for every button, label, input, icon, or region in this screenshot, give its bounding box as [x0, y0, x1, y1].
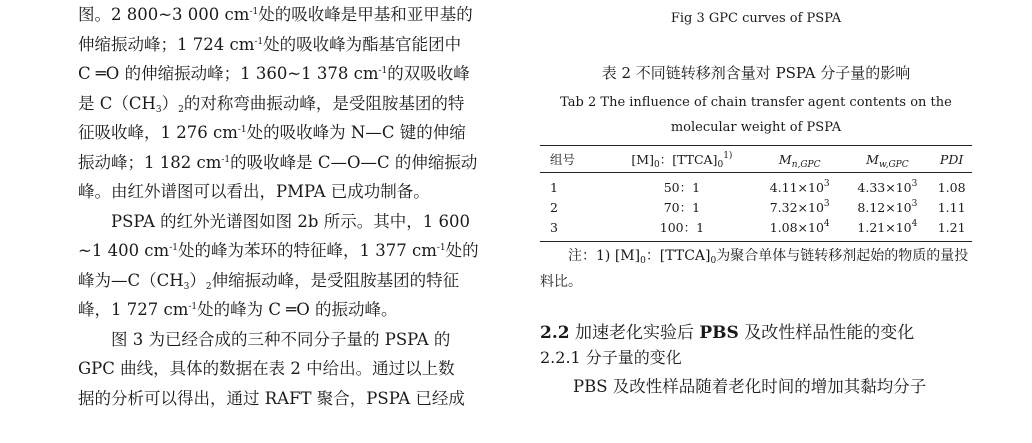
- subscript: 0: [653, 160, 660, 170]
- superscript: 4: [911, 218, 918, 229]
- text-span: 峰，1 727 cm: [78, 300, 189, 319]
- col-header-mn: [756, 146, 844, 173]
- col-header-group: 组号: [540, 146, 608, 173]
- text-span: 处的峰为 C ═O 的振动峰。: [197, 300, 398, 319]
- text-span: 图 3 为已经合成的三种不同分子量的 PSPA 的: [111, 329, 451, 349]
- superscript: -1: [378, 66, 388, 76]
- cell-group: 2: [550, 199, 558, 215]
- subscript: 0: [640, 256, 646, 266]
- cell-mw: [844, 173, 932, 198]
- superscript: 3: [911, 198, 918, 209]
- table-title-en: [540, 90, 972, 140]
- table-header-row: [540, 146, 972, 173]
- text-span: 处的峰为苯环的特征峰，1 377 cm: [177, 241, 437, 260]
- text-span: 图。2 800~3 000 cm: [78, 5, 250, 24]
- cell-group: 1: [550, 179, 558, 195]
- text-span: 4.11×10: [769, 179, 824, 195]
- left-column: [78, 0, 502, 413]
- superscript: -1: [436, 243, 446, 253]
- subscript: 3: [155, 104, 162, 115]
- cell-mn: [756, 217, 844, 242]
- paragraph-ir-pmpa: [78, 0, 502, 207]
- text-span: GPC 曲线，具体的数据在表 2 中给出。通过以上数: [78, 359, 455, 378]
- cell-group: 3: [540, 217, 608, 242]
- cell-pdi: 1.21: [931, 217, 972, 242]
- text-span: 征吸收峰，1 276 cm: [78, 123, 238, 142]
- superscript: -1: [221, 154, 231, 165]
- superscript: 1): [723, 151, 733, 161]
- subscript: w,GPC: [878, 159, 909, 170]
- superscript: 3: [823, 198, 830, 209]
- subscript: 2: [178, 104, 184, 115]
- cell-mw: [844, 197, 932, 217]
- text-span: 处的吸收峰是甲基和亚甲基的: [258, 5, 473, 24]
- table-note: [540, 243, 972, 295]
- text-span: ~1 400 cm: [78, 241, 170, 260]
- cell-pdi: 1.11: [937, 199, 966, 215]
- text-span: ）: [189, 270, 206, 290]
- text-span: 处的吸收峰为 N—C 键的伸缩: [246, 123, 466, 142]
- text-span: 处的吸收峰为酯基官能团中: [263, 34, 462, 54]
- text-span: 加速老化实验后: [569, 323, 700, 343]
- superscript: -1: [188, 302, 198, 312]
- cell-pdi: 1.08: [937, 179, 966, 195]
- cell-mn: [756, 197, 844, 217]
- molecular-weight-table: [540, 145, 972, 242]
- subscript: 0: [710, 256, 717, 266]
- text-span: ）: [161, 93, 179, 113]
- table-row: [540, 217, 972, 242]
- text-span: 4.33×10: [857, 179, 912, 195]
- subscript: n,GPC: [791, 159, 821, 170]
- text-span: Tab 2 The influence of chain transfer agent contents on the: [560, 95, 952, 110]
- superscript: -1: [249, 7, 259, 17]
- superscript: 4: [823, 218, 830, 229]
- text-span: 的对称弯曲振动峰，是受阻胺基团的特: [183, 93, 465, 113]
- figure-caption: Fig 3 GPC curves of PSPA: [670, 11, 842, 26]
- subsection-heading: 2.2.1 分子量的变化: [540, 348, 682, 367]
- text-span: C ═O 的伸缩振动峰；1 360~1 378 cm: [78, 64, 379, 83]
- right-column: [540, 0, 972, 443]
- text-span: 峰。由红外谱图可以看出，PMPA 已成功制备。: [78, 182, 430, 201]
- text-span: 振动峰；1 182 cm: [78, 152, 222, 172]
- superscript: 3: [911, 178, 918, 189]
- text-span: 及改性样品性能的变化: [738, 323, 915, 343]
- paragraph-ir-pspa: [78, 207, 502, 325]
- text-span: ：[TTCA]: [645, 248, 711, 264]
- col-header-mw: [844, 146, 932, 173]
- text-span: 峰为—C（CH: [78, 270, 184, 290]
- text-span: M: [866, 151, 879, 167]
- subscript: 0: [717, 160, 724, 170]
- text-span: molecular weight of PSPA: [670, 120, 842, 135]
- text-span: ：[TTCA]: [659, 152, 718, 167]
- cell-ratio: 50：1: [663, 180, 701, 195]
- col-header-pdi: PDI: [931, 146, 972, 173]
- text-span: 据的分析可以得出，通过 RAFT 聚合，PSPA 已经成: [78, 388, 465, 408]
- text-span: 注：1) [M]: [568, 248, 641, 264]
- cell-mn: [756, 173, 844, 198]
- subscript: 3: [183, 281, 190, 292]
- text-span: PSPA 的红外光谱图如图 2b 所示。其中，1 600: [111, 211, 470, 231]
- text-span: PBS: [699, 323, 739, 343]
- text-span: 的双吸收峰: [387, 64, 470, 83]
- section-number: 2.2: [540, 323, 570, 343]
- superscript: 3: [823, 178, 830, 189]
- paragraph-aging: PBS 及改性样品随着老化时间的增加其黏均分子: [573, 377, 927, 396]
- table-row: [540, 173, 972, 198]
- superscript: -1: [169, 243, 178, 253]
- superscript: -1: [254, 36, 264, 47]
- text-span: 伸缩振动峰，是受阻胺基团的特征: [211, 270, 460, 290]
- text-span: 伸缩振动峰；1 724 cm: [78, 34, 255, 54]
- col-header-ratio: [608, 146, 756, 173]
- table-row: [540, 197, 972, 217]
- cell-ratio: 100：1: [608, 217, 756, 242]
- text-span: 的吸收峰是 C—O—C 的伸缩振动: [230, 152, 478, 172]
- text-span: 1.08×10: [769, 219, 824, 235]
- text-span: M: [778, 151, 792, 167]
- section-heading: [540, 318, 914, 343]
- text-span: [M]: [631, 152, 654, 167]
- text-span: 7.32×10: [769, 199, 824, 215]
- superscript: -1: [237, 125, 247, 135]
- table-title-cn: 表 2 不同链转移剂含量对 PSPA 分子量的影响: [601, 64, 911, 82]
- paragraph-gpc: [78, 325, 502, 414]
- cell-mw: [844, 217, 932, 242]
- text-span: 为聚合单体与链转移剂起始的物质的量投料比。: [540, 248, 969, 290]
- text-span: 处的: [445, 241, 479, 260]
- text-span: 是 C（CH: [78, 93, 156, 113]
- text-span: 1.21×10: [857, 219, 912, 235]
- subscript: 2: [205, 281, 212, 292]
- cell-ratio: 70：1: [663, 200, 701, 215]
- text-span: 8.12×10: [857, 199, 912, 215]
